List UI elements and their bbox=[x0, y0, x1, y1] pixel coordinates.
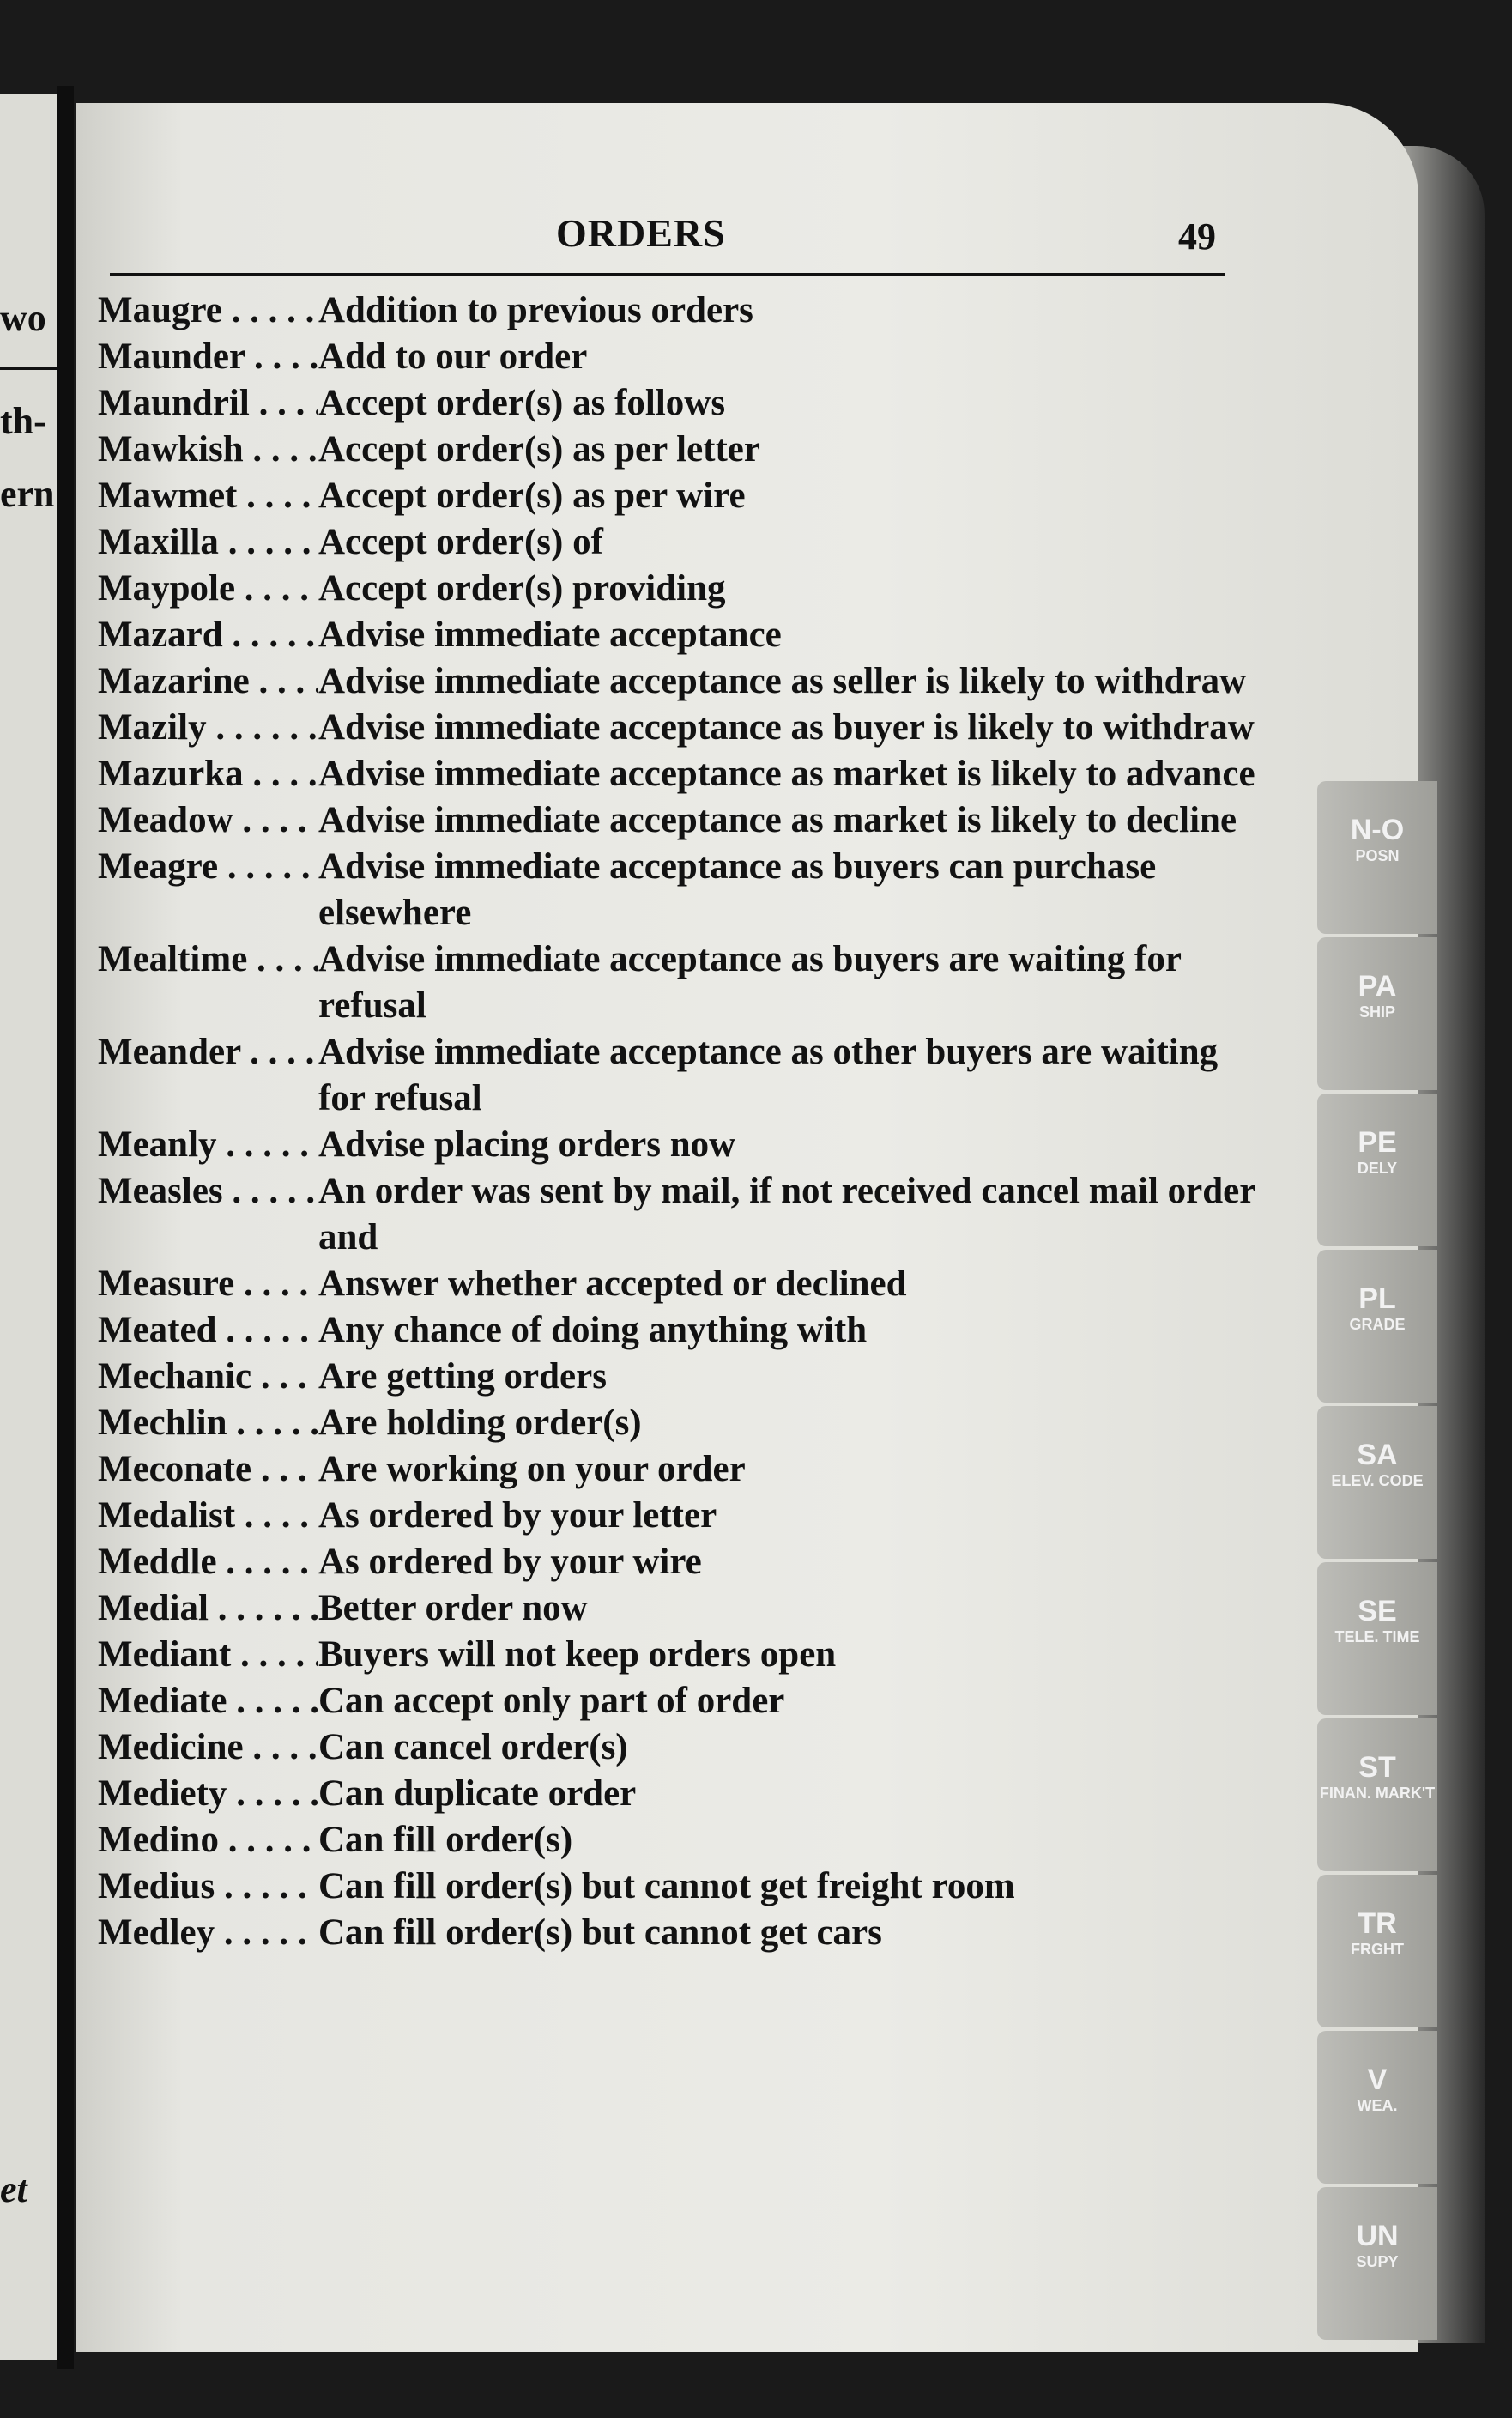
code-meaning: Accept order(s) of bbox=[318, 522, 603, 562]
code-word: Mechanic . . . bbox=[98, 1354, 318, 1400]
code-word: Mediety . . . bbox=[98, 1771, 318, 1817]
code-entry bbox=[98, 1771, 1282, 1817]
book-page bbox=[76, 103, 1418, 2352]
code-meaning: Advise immediate acceptance bbox=[318, 615, 782, 655]
code-entry bbox=[98, 751, 1282, 797]
code-meaning: As ordered by your wire bbox=[318, 1542, 702, 1582]
code-entry bbox=[98, 1122, 1282, 1168]
code-entry bbox=[98, 1910, 1282, 1956]
code-meaning: Advise immediate acceptance as market is likely to decline bbox=[318, 800, 1237, 840]
index-tab-code: PL bbox=[1358, 1282, 1396, 1315]
index-tab-subtitle: POSN bbox=[1355, 847, 1400, 864]
code-word: Mediant . . . bbox=[98, 1632, 318, 1678]
code-word: Medial . . . bbox=[98, 1585, 318, 1632]
index-tab[interactable] bbox=[1317, 1250, 1437, 1403]
code-entry bbox=[98, 1446, 1282, 1493]
code-meaning: Answer whether accepted or declined bbox=[318, 1264, 907, 1304]
index-tab[interactable] bbox=[1317, 781, 1437, 934]
code-entry bbox=[98, 1632, 1282, 1678]
code-word: Mediate . . . bbox=[98, 1678, 318, 1724]
left-page-rule bbox=[0, 367, 60, 370]
code-entry bbox=[98, 1817, 1282, 1863]
index-tab-code: N-O bbox=[1350, 814, 1405, 846]
index-tab-code: ST bbox=[1358, 1751, 1396, 1784]
index-tab-subtitle: GRADE bbox=[1349, 1316, 1406, 1333]
code-word: Mawmet . . . bbox=[98, 473, 318, 519]
left-page-fragment: wo bbox=[0, 297, 46, 339]
code-entry bbox=[98, 658, 1282, 705]
code-word: Measles . . . bbox=[98, 1168, 318, 1215]
code-entry bbox=[98, 612, 1282, 658]
code-meaning: Can fill order(s) but cannot get freight room bbox=[318, 1866, 1015, 1906]
left-page-fragment: ern bbox=[0, 473, 55, 515]
code-meaning: Accept order(s) as per wire bbox=[318, 476, 746, 516]
code-word: Maunder . . . bbox=[98, 334, 318, 380]
code-meaning: Can accept only part of order bbox=[318, 1681, 785, 1721]
code-word: Maypole . . . bbox=[98, 566, 318, 612]
code-entry bbox=[98, 1029, 1282, 1122]
index-tab-code: PA bbox=[1358, 970, 1397, 1003]
index-tab-subtitle: DELY bbox=[1357, 1160, 1398, 1177]
code-word: Medius . . . bbox=[98, 1863, 318, 1910]
code-meaning: Are holding order(s) bbox=[318, 1403, 642, 1443]
code-word: Mazily . . . bbox=[98, 705, 318, 751]
index-tab-subtitle: FINAN. MARK'T bbox=[1319, 1785, 1436, 1802]
code-word: Medalist . . . bbox=[98, 1493, 318, 1539]
index-tab[interactable] bbox=[1317, 937, 1437, 1090]
code-word: Maugre . . . bbox=[98, 288, 318, 334]
index-tab-subtitle: WEA. bbox=[1357, 2097, 1398, 2114]
code-entry bbox=[98, 1678, 1282, 1724]
code-word: Meated . . . bbox=[98, 1307, 318, 1354]
code-entry bbox=[98, 705, 1282, 751]
code-entry bbox=[98, 1168, 1282, 1261]
code-word: Medino . . . bbox=[98, 1817, 318, 1863]
code-word: Mazarine . . . bbox=[98, 658, 318, 705]
code-meaning: Any chance of doing anything with bbox=[318, 1310, 868, 1350]
code-word: Maundril . . . bbox=[98, 380, 318, 427]
left-page-fragment: th- bbox=[0, 400, 46, 442]
code-meaning: Advise immediate acceptance as buyers are waiting for refusal bbox=[318, 939, 1182, 1026]
code-meaning: Can fill order(s) but cannot get cars bbox=[318, 1912, 882, 1953]
code-meaning: Advise immediate acceptance as other buyers are waiting for refusal bbox=[318, 1032, 1219, 1118]
code-meaning: Better order now bbox=[318, 1588, 588, 1628]
index-tab[interactable] bbox=[1317, 1718, 1437, 1871]
code-entry bbox=[98, 1585, 1282, 1632]
code-word: Mealtime . . . bbox=[98, 936, 318, 983]
index-tab[interactable] bbox=[1317, 1562, 1437, 1715]
index-tab-subtitle: SHIP bbox=[1358, 1003, 1395, 1021]
index-tab-subtitle: ELEV. CODE bbox=[1331, 1472, 1424, 1489]
code-meaning: Accept order(s) providing bbox=[318, 568, 726, 609]
index-tab[interactable] bbox=[1317, 1875, 1437, 2027]
code-meaning: Advise immediate acceptance as buyer is likely to withdraw bbox=[318, 707, 1255, 748]
code-word: Maxilla . . . bbox=[98, 519, 318, 566]
code-meaning: An order was sent by mail, if not received cancel mail order and bbox=[318, 1171, 1255, 1257]
code-meaning: As ordered by your letter bbox=[318, 1495, 717, 1536]
index-tab-subtitle: FRGHT bbox=[1351, 1941, 1404, 1958]
code-meaning: Advise immediate acceptance as market is likely to advance bbox=[318, 754, 1255, 794]
code-meaning: Add to our order bbox=[318, 336, 588, 377]
code-word: Meagre . . . bbox=[98, 844, 318, 890]
code-entry bbox=[98, 1493, 1282, 1539]
code-word: Meander . . . bbox=[98, 1029, 318, 1076]
code-meaning: Are getting orders bbox=[318, 1356, 607, 1397]
code-word: Mazurka . . . bbox=[98, 751, 318, 797]
code-entry bbox=[98, 380, 1282, 427]
code-meaning: Can fill order(s) bbox=[318, 1820, 573, 1860]
index-tab[interactable] bbox=[1317, 2187, 1437, 2340]
code-entry bbox=[98, 1261, 1282, 1307]
code-entry bbox=[98, 427, 1282, 473]
index-tab-code: TR bbox=[1358, 1907, 1397, 1940]
code-meaning: Are working on your order bbox=[318, 1449, 746, 1489]
code-entry bbox=[98, 566, 1282, 612]
code-entry bbox=[98, 797, 1282, 844]
code-word: Mazard . . . bbox=[98, 612, 318, 658]
index-tab[interactable] bbox=[1317, 2031, 1437, 2184]
code-meaning: Buyers will not keep orders open bbox=[318, 1634, 837, 1675]
code-word: Medicine . . . bbox=[98, 1724, 318, 1771]
index-tab-code: SA bbox=[1357, 1439, 1398, 1471]
index-tab-code: PE bbox=[1358, 1126, 1397, 1159]
code-word: Meadow . . . bbox=[98, 797, 318, 844]
code-word: Mawkish . . . bbox=[98, 427, 318, 473]
code-entry bbox=[98, 844, 1282, 936]
code-word: Medley . . . bbox=[98, 1910, 318, 1956]
index-tab-code: UN bbox=[1356, 2220, 1399, 2252]
code-entry bbox=[98, 288, 1282, 334]
code-entry bbox=[98, 1539, 1282, 1585]
code-entry bbox=[98, 1307, 1282, 1354]
index-tab[interactable] bbox=[1317, 1406, 1437, 1559]
code-meaning: Accept order(s) as follows bbox=[318, 383, 726, 423]
code-word: Mechlin . . . bbox=[98, 1400, 318, 1446]
index-tab[interactable] bbox=[1317, 1094, 1437, 1246]
code-entry-list bbox=[98, 288, 1282, 1956]
code-entry bbox=[98, 519, 1282, 566]
code-meaning: Advise immediate acceptance as seller is likely to withdraw bbox=[318, 661, 1247, 701]
code-word: Measure . . . bbox=[98, 1261, 318, 1307]
code-entry bbox=[98, 334, 1282, 380]
code-entry bbox=[98, 1724, 1282, 1771]
code-word: Meanly . . . bbox=[98, 1122, 318, 1168]
code-meaning: Can duplicate order bbox=[318, 1773, 637, 1814]
code-meaning: Accept order(s) as per letter bbox=[318, 429, 760, 470]
code-meaning: Addition to previous orders bbox=[318, 290, 753, 330]
code-word: Meconate . . . bbox=[98, 1446, 318, 1493]
code-meaning: Advise placing orders now bbox=[318, 1124, 736, 1165]
code-entry bbox=[98, 473, 1282, 519]
index-tab-code: V bbox=[1367, 2063, 1388, 2096]
index-tab-code: SE bbox=[1358, 1595, 1397, 1627]
code-meaning: Advise immediate acceptance as buyers can purchase elsewhere bbox=[318, 846, 1157, 933]
code-entry bbox=[98, 1400, 1282, 1446]
index-tab-subtitle: SUPY bbox=[1356, 2253, 1399, 2270]
code-meaning: Can cancel order(s) bbox=[318, 1727, 628, 1767]
index-tab-subtitle: TELE. TIME bbox=[1334, 1628, 1420, 1645]
code-word: Meddle . . . bbox=[98, 1539, 318, 1585]
code-entry bbox=[98, 936, 1282, 1029]
book-gutter bbox=[57, 86, 74, 2369]
left-page-fragment: et bbox=[0, 2168, 27, 2210]
page-number: 49 bbox=[1178, 215, 1216, 258]
header-rule bbox=[110, 273, 1225, 276]
code-entry bbox=[98, 1863, 1282, 1910]
running-head: ORDERS bbox=[556, 211, 726, 255]
code-entry bbox=[98, 1354, 1282, 1400]
